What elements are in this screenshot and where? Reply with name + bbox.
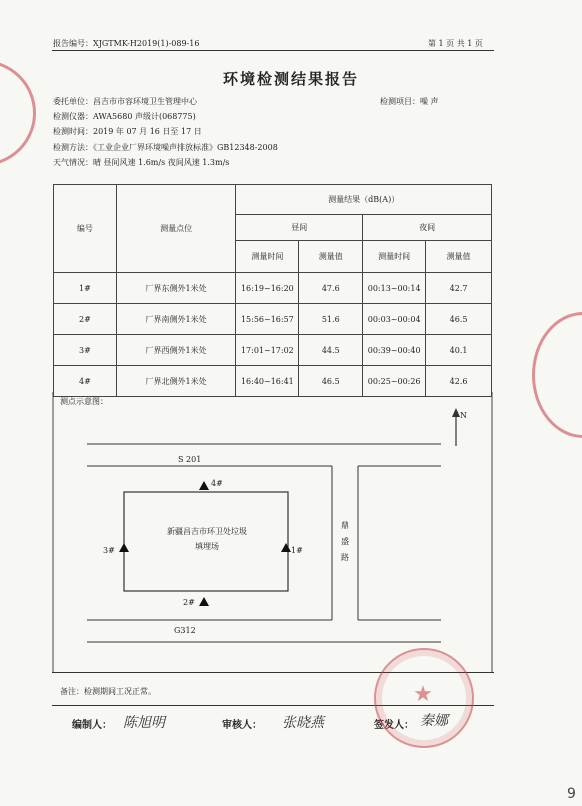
cell-day-value: 46.5	[299, 366, 363, 397]
seal-star-icon: ★	[413, 682, 433, 707]
north-label: N	[460, 411, 467, 420]
cell-day-time: 16:40~16:41	[236, 366, 299, 397]
diagram-caption: 测点示意图：	[60, 397, 108, 406]
cell-night-time: 00:13~00:14	[363, 273, 426, 304]
col-header-point: 测量点位	[116, 185, 236, 273]
report-title: 环境检测结果报告	[222, 70, 359, 88]
issuer-signature: 秦娜	[420, 713, 448, 729]
col-header-day-value: 测量值	[299, 241, 363, 273]
cell-night-value: 46.5	[426, 304, 492, 335]
col-header-day: 昼间	[236, 215, 363, 241]
cell-no: 4#	[54, 366, 117, 397]
client-line: 委托单位：昌吉市市容环境卫生管理中心	[53, 97, 197, 106]
method-line: 检测方法：《工业企业厂界环境噪声排放标准》GB12348-2008	[53, 143, 278, 152]
cell-point: 厂界东侧外1米处	[116, 273, 236, 304]
point-marker-3	[119, 543, 129, 552]
test-item-line: 检测项目：噪 声	[380, 97, 439, 106]
col-header-no: 编号	[54, 185, 117, 273]
official-seal	[374, 648, 474, 748]
cell-no: 1#	[54, 273, 117, 304]
remark-line: 备注：检测期间工况正常。	[60, 687, 156, 696]
report-number: 报告编号：XJGTMK-H2019(1)-089-16	[53, 39, 200, 48]
point-marker-1	[281, 543, 291, 552]
test-time-line: 检测时间：2019 年 07 月 16 日至 17 日	[53, 127, 202, 136]
col-header-night-time: 测量时间	[363, 241, 426, 273]
site-name-line1: 新疆昌吉市环卫处垃圾	[167, 527, 247, 536]
cell-day-time: 17:01~17:02	[236, 335, 299, 366]
cell-day-time: 15:56~16:57	[236, 304, 299, 335]
reviewer-label: 审核人：	[222, 720, 262, 731]
cell-night-time: 00:39~00:40	[363, 335, 426, 366]
point-label-4: 4#	[211, 479, 223, 488]
site-name-line2: 填埋场	[195, 542, 219, 551]
cell-point: 厂界西侧外1米处	[116, 335, 236, 366]
road-label-g312: G312	[174, 626, 196, 635]
col-header-day-time: 测量时间	[236, 241, 299, 273]
col-header-night: 夜间	[363, 215, 492, 241]
road-label-east: 鼎盛路	[341, 521, 349, 562]
cell-day-time: 16:19~16:20	[236, 273, 299, 304]
compiler-signature: 陈旭明	[123, 715, 165, 731]
instrument-line: 检测仪器：AWA5680 声级计(068775)	[53, 112, 196, 121]
margin-page-mark: 9	[567, 786, 576, 802]
point-marker-2	[199, 597, 209, 606]
cell-night-value: 42.7	[426, 273, 492, 304]
point-label-1: 1#	[291, 546, 303, 555]
cell-night-time: 00:03~00:04	[363, 304, 426, 335]
compiler-label: 编制人：	[72, 720, 112, 731]
col-header-result: 测量结果（dB(A)）	[236, 185, 492, 215]
cell-no: 2#	[54, 304, 117, 335]
cell-night-value: 40.1	[426, 335, 492, 366]
point-marker-4	[199, 481, 209, 490]
cell-day-value: 44.5	[299, 335, 363, 366]
weather-line: 天气情况：晴 昼间风速 1.6m/s 夜间风速 1.3m/s	[53, 158, 230, 167]
cell-night-time: 00:25~00:26	[363, 366, 426, 397]
page-info: 第 1 页 共 1 页	[428, 39, 483, 48]
road-label-s201: S 201	[178, 455, 202, 464]
point-label-2: 2#	[183, 598, 195, 607]
north-arrow-head	[452, 408, 460, 417]
cell-point: 厂界南侧外1米处	[116, 304, 236, 335]
cell-day-value: 51.6	[299, 304, 363, 335]
col-header-night-value: 测量值	[426, 241, 492, 273]
cell-point: 厂界北侧外1米处	[116, 366, 236, 397]
cell-no: 3#	[54, 335, 117, 366]
reviewer-signature: 张晓燕	[282, 715, 324, 731]
point-label-3: 3#	[103, 546, 115, 555]
cell-night-value: 42.6	[426, 366, 492, 397]
issuer-label: 签发人：	[374, 720, 414, 731]
cell-day-value: 47.6	[299, 273, 363, 304]
